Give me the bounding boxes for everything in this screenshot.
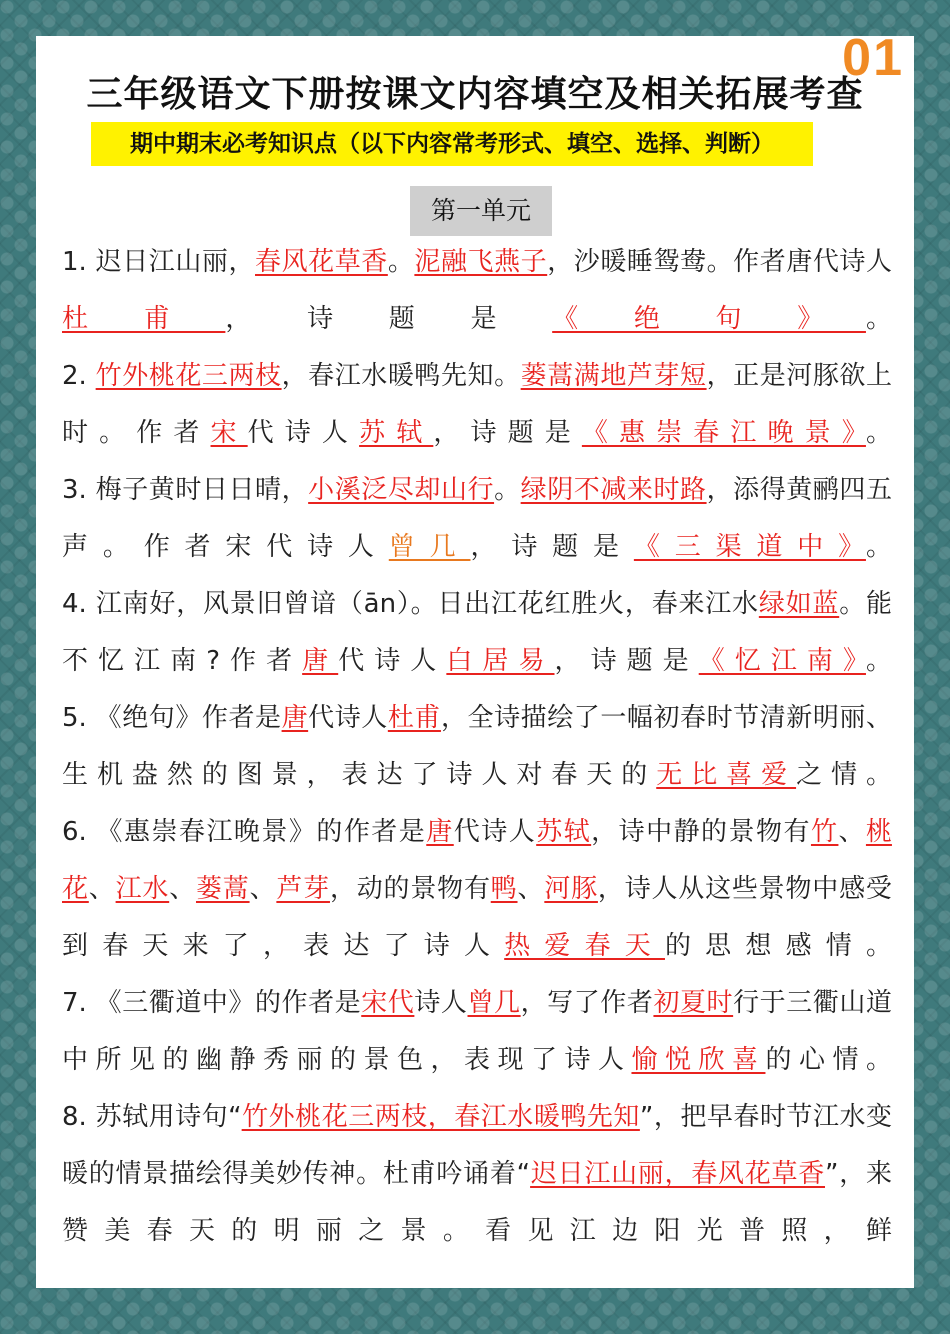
question-text: ，诗题是 bbox=[433, 418, 582, 448]
answer-text: 苏轼 bbox=[536, 817, 592, 847]
answer-text: 芦芽 bbox=[276, 874, 330, 904]
question-text: 代诗人 bbox=[308, 703, 388, 733]
question-text: ，动的景物有 bbox=[329, 874, 491, 904]
question-text: 。 bbox=[494, 475, 521, 505]
question-item bbox=[62, 576, 892, 690]
answer-text: 竹外桃花三两枝，春江水暖鸭先知 bbox=[241, 1102, 640, 1132]
answer-text: 唐 bbox=[426, 817, 454, 847]
question-text: 行于三衢山道中所见的幽静秀丽的景色，表现了诗人 bbox=[62, 988, 892, 1075]
answer-text: 迟日江山丽，春风花草香 bbox=[530, 1159, 826, 1189]
answer-text: 杜甫 bbox=[387, 703, 441, 733]
question-item bbox=[62, 348, 892, 462]
question-text: 、 bbox=[88, 874, 116, 904]
answer-text: 桃花 bbox=[62, 817, 892, 904]
question-text: 4. 江南好，风景旧曾谙（ān）。日出江花红胜火，春来江水 bbox=[62, 589, 759, 619]
question-text: 5. 《绝句》作者是 bbox=[62, 703, 282, 733]
question-text: 6. 《惠崇春江晚景》的作者是 bbox=[62, 817, 427, 847]
question-text: 。 bbox=[865, 304, 892, 334]
answer-text: 小溪泛尽却山行 bbox=[308, 475, 495, 505]
answer-text: 热爱春天 bbox=[504, 931, 665, 961]
question-text: 8. 苏轼用诗句“ bbox=[62, 1102, 242, 1132]
question-text: 1. 迟日江山丽， bbox=[62, 247, 256, 277]
answer-text: 《三渠道中》 bbox=[633, 532, 866, 562]
question-text: 。能不忆江南?作者 bbox=[62, 589, 892, 676]
answer-text: 竹外桃花三两枝 bbox=[95, 361, 282, 391]
answer-text: 唐 bbox=[302, 646, 339, 676]
answer-text: 苏轼 bbox=[359, 418, 434, 448]
page-number: 01 bbox=[842, 36, 904, 87]
answer-text: 宋代 bbox=[361, 988, 415, 1018]
question-item bbox=[62, 1089, 892, 1260]
question-text: 、 bbox=[249, 874, 277, 904]
question-text: ，诗中静的景物有 bbox=[591, 817, 811, 847]
subtitle-highlight: 期中期末必考知识点（以下内容常考形式、填空、选择、判断） bbox=[91, 122, 813, 166]
question-item bbox=[62, 690, 892, 804]
question-text: 代诗人 bbox=[247, 418, 360, 448]
answer-text: 无比喜爱 bbox=[656, 760, 797, 790]
answer-text: 江水 bbox=[115, 874, 170, 904]
document-page bbox=[36, 36, 914, 1288]
answer-text: 河豚 bbox=[544, 874, 598, 904]
question-text: ，写了作者 bbox=[520, 988, 654, 1018]
question-text: 代诗人 bbox=[453, 817, 537, 847]
answer-text: 唐 bbox=[281, 703, 309, 733]
answer-text: 蒌蒿 bbox=[195, 874, 250, 904]
question-text: ，沙暖睡鸳鸯。作者唐代诗人 bbox=[547, 247, 892, 277]
question-text: ，正是河豚欲上时。作者 bbox=[62, 361, 892, 448]
question-text: 。 bbox=[865, 418, 892, 448]
question-item bbox=[62, 804, 892, 975]
answer-text: 曾几 bbox=[388, 532, 471, 562]
question-text: ，添得黄鹂四五声。作者宋代诗人 bbox=[62, 475, 892, 562]
question-text: 、 bbox=[169, 874, 196, 904]
question-text: 。 bbox=[865, 646, 892, 676]
answer-text: 竹 bbox=[810, 817, 839, 847]
question-item bbox=[62, 975, 892, 1089]
answer-text: 愉悦欣喜 bbox=[631, 1045, 766, 1075]
answer-text: 《忆江南》 bbox=[698, 646, 866, 676]
question-text: ”，来赞美春天的明丽之景。看见江边阳光普照，鲜 bbox=[62, 1159, 892, 1246]
answer-text: 绿如蓝 bbox=[758, 589, 840, 619]
answer-text: 绿阴不减来时路 bbox=[520, 475, 707, 505]
page-title: 三年级语文下册按课文内容填空及相关拓展考查 bbox=[86, 74, 864, 115]
question-item bbox=[62, 234, 892, 348]
answer-text: 宋 bbox=[210, 418, 248, 448]
question-text: 的思想感情。 bbox=[664, 931, 892, 961]
question-text: ，春江水暖鸭先知。 bbox=[281, 361, 521, 391]
unit-label: 第一单元 bbox=[410, 186, 552, 236]
question-text: 7. 《三衢道中》的作者是 bbox=[62, 988, 362, 1018]
answer-text: 春风花草香 bbox=[255, 247, 388, 277]
question-text: 的心情。 bbox=[765, 1045, 892, 1075]
answer-text: 鸭 bbox=[490, 874, 518, 904]
question-text: ，全诗描绘了一幅初春时节清新明丽、生机盎然的图景，表达了诗人对春天的 bbox=[62, 703, 892, 790]
answer-text: 杜甫 bbox=[62, 304, 226, 334]
question-text: ，诗题是 bbox=[470, 532, 634, 562]
question-item bbox=[62, 462, 892, 576]
question-text: 2. bbox=[62, 361, 96, 391]
question-text: 诗人 bbox=[414, 988, 468, 1018]
question-text: 、 bbox=[517, 874, 545, 904]
question-text: 代诗人 bbox=[338, 646, 447, 676]
answer-text: 《惠崇春江晚景》 bbox=[581, 418, 866, 448]
question-text: ，诗题是 bbox=[225, 304, 553, 334]
answer-text: 白居易 bbox=[446, 646, 555, 676]
question-text: 之情。 bbox=[796, 760, 892, 790]
question-text: 。 bbox=[387, 247, 415, 277]
question-text: ，诗人从这些景物中感受到春天来了，表达了诗人 bbox=[62, 874, 892, 961]
answer-text: 《绝句》 bbox=[552, 304, 866, 334]
question-list bbox=[62, 234, 892, 1260]
question-text: 。 bbox=[865, 532, 892, 562]
question-text: ，诗题是 bbox=[554, 646, 699, 676]
answer-text: 蒌蒿满地芦芽短 bbox=[520, 361, 707, 391]
question-text: 、 bbox=[838, 817, 866, 847]
question-text: ”，把早春时节江水变暖的情景描绘得美妙传神。杜甫吟诵着“ bbox=[62, 1102, 892, 1189]
question-text: 3. 梅子黄时日日晴， bbox=[62, 475, 309, 505]
answer-text: 泥融飞燕子 bbox=[414, 247, 548, 277]
answer-text: 初夏时 bbox=[653, 988, 734, 1018]
answer-text: 曾几 bbox=[467, 988, 521, 1018]
